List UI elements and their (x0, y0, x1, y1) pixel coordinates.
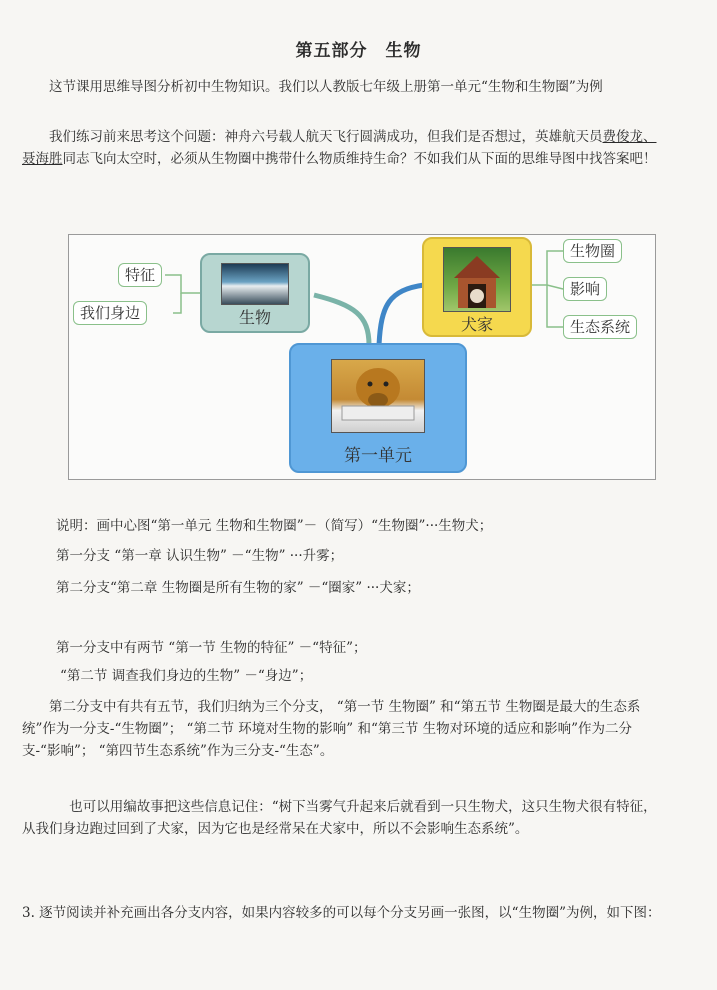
branch-left (314, 295, 369, 345)
intro-paragraph: 这节课用思维导图分析初中生物知识。我们以人教版七年级上册第一单元“生物和生物圈”为例 (49, 79, 603, 95)
note-line-2: 第一分支 “第一章 认识生物” －“生物” ···升雾； (56, 548, 344, 564)
node-biology (200, 253, 310, 333)
twig-right-2 (547, 285, 563, 289)
node-biology-label: 生物 (238, 308, 271, 327)
leaf-around-us: 我们身边 (73, 301, 147, 325)
node-dog-house (422, 237, 532, 337)
question-text-b: 同志飞向太空时，必须从生物圈中携带什么物质维持生命？不如我们从下面的思维导图中找答案吧！ (62, 151, 657, 167)
mind-map (68, 234, 656, 480)
question-text-a: 我们练习前来思考这个问题：神舟六号载人航天飞行圆满成功，但我们是否想过，英雄航天员 (49, 129, 603, 145)
branch-right (379, 285, 424, 345)
astronaut-names: 费俊龙、聂海胜 (22, 129, 657, 167)
dog-newspaper-image (331, 359, 425, 433)
step-three-paragraph: 3. 逐节阅读并补充画出各分支内容，如果内容较多的可以每个分支另画一张图，以“生物圈”为例，如下图： (22, 905, 661, 921)
leaf-influence: 影响 (563, 277, 607, 301)
doghouse-image (443, 247, 511, 312)
doghouse-icon (444, 248, 510, 312)
twig-left-1 (165, 275, 200, 293)
twig-right-1 (532, 251, 563, 285)
note-line-1: 说明：画中心图“第一单元 生物和生物圈”－（简写）“生物圈”···生物犬； (56, 518, 493, 534)
page-title: 第五部分 生物 (295, 41, 422, 61)
note-line-3: 第二分支“第二章 生物圈是所有生物的家” －“圈家” ···犬家； (56, 580, 420, 596)
question-paragraph (22, 126, 662, 170)
node-center-label: 第一单元 (344, 446, 412, 466)
note-line-5: “第二节 调查我们身边的生物” －“身边”； (60, 668, 313, 684)
leaf-ecosystem: 生态系统 (563, 315, 637, 339)
leaf-biosphere: 生物圈 (563, 239, 622, 263)
branch-two-paragraph: 第二分支中有共有五节，我们归纳为三个分支， “第一节 生物圈” 和“第五节 生物圈是最大的生态系统”作为一分支-“生物圈”； “第二节 环境对生物的影响” 和“第三节 生物对环境的适应和影响”作为二分支-“影响”； “第四节生态系统”作为三分支-“生态”。 (22, 699, 641, 759)
node-dog-house-label: 犬家 (460, 315, 493, 334)
node-center (289, 343, 467, 473)
mist-landscape-image (221, 263, 289, 305)
leaf-feature: 特征 (118, 263, 162, 287)
story-paragraph: 也可以用编故事把这些信息记住：“树下当雾气升起来后就看到一只生物犬，这只生物犬很有特征，从我们身边跑过回到了犬家，因为它也是经常呆在犬家中，所以不会影响生态系统”。 (22, 799, 657, 837)
twig-left-2 (173, 293, 181, 313)
twig-right-3 (547, 285, 563, 327)
dog-icon (332, 360, 424, 432)
note-line-4: 第一分支中有两节 “第一节 生物的特征” －“特征”； (56, 640, 367, 656)
